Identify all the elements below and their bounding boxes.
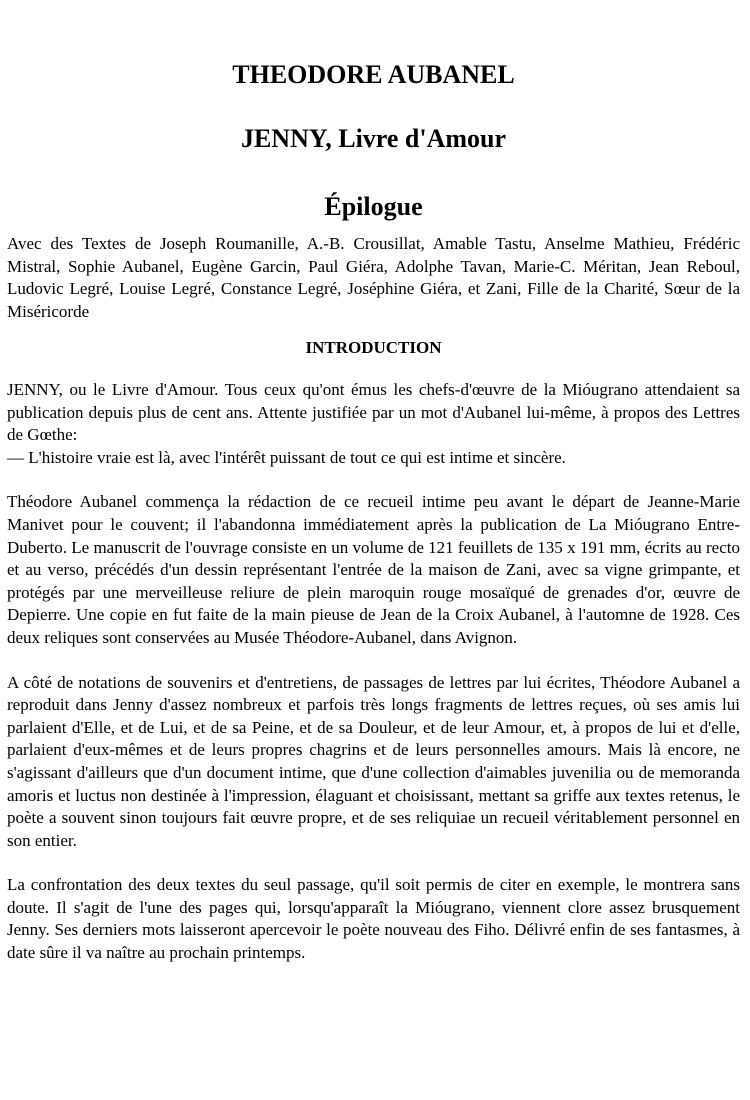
book-title-heading: JENNY, Livre d'Amour [240,124,507,153]
body-paragraph-1 [7,379,740,469]
section-heading: INTRODUCTION [305,338,442,357]
part-heading: Épilogue [324,192,423,221]
body-paragraph-4: La confrontation des deux textes du seul passage, qu'il soit permis de citer en exemple, le montrera sans doute. Il s'agit de l'une des pages qui, lorsqu'apparaît la Mióugrano, viennent clore assez brusquement Jenny. Ses derniers mots laisseront apercevoir le poète nouveau des Fiho. Délivré enfin de ses fantasmes, à date sûre il va naître au prochain printemps. [7,875,740,963]
body-paragraph-3: A côté de notations de souvenirs et d'entretiens, de passages de lettres par lui écrites, Théodore Aubanel a reproduit dans Jenny d'assez nombreux et parfois très longs fragments de lettres reçues, où ses amis lui parlaient d'Elle, et de Lui, et de sa Peine, et de sa Douleur, et de leur Amour, et, à propos de lui et d'elle, parlaient d'eux-mêmes et de leurs propres chagrins et de leurs personnelles amours. Mais là encore, ne s'agissant d'ailleurs que d'un document intime, que d'une collection d'aimables juvenilia ou de memoranda amoris et luctus non destinée à l'impression, élaguant et choisissant, mettant sa griffe aux textes retenus, le poète a souvent sinon toujours fait œuvre propre, et de ses reliquiae un recueil véritablement personnel en son entier. [7,672,740,850]
author-heading: THEODORE AUBANEL [232,60,515,89]
quote-line: — L'histoire vraie est là, avec l'intérêt puissant de tout ce qui est intime et sincère. [7,447,566,467]
contributors-paragraph: Avec des Textes de Joseph Roumanille, A.-B. Crousillat, Amable Tastu, Anselme Mathieu, Frédéric Mistral, Sophie Aubanel, Eugène Garcin, Paul Giéra, Adolphe Tavan, Marie-C. Méritan, Jean Reboul, Ludovic Legré, Louise Legré, Constance Legré, Joséphine Giéra, et Zani, Fille de la Charité, Sœur de la Miséricorde [7,234,740,321]
paragraph-text: JENNY, ou le Livre d'Amour. Tous ceux qu'ont émus les chefs-d'œuvre de la Mióugrano attendaient sa publication depuis plus de cent ans. Attente justifiée par un mot d'Aubanel lui-même, à propos des Lettres de Gœthe: [7,380,740,445]
body-paragraph-2: Théodore Aubanel commença la rédaction de ce recueil intime peu avant le départ de Jeanne-Marie Manivet pour le couvent; il l'abandonna immédiatement après la publication de La Mióugrano Entre-Duberto. Le manuscrit de l'ouvrage consiste en un volume de 121 feuillets de 135 x 191 mm, écrits au recto et au verso, précédés d'un dessin représentant l'entrée de la maison de Zani, avec sa vigne grimpante, et protégés par une merveilleuse reliure de plein maroquin rouge mosaïqué de grenades d'or, œuvre de Depierre. Une copie en fut faite de la main pieuse de Jean de la Croix Aubanel, à l'automne de 1928. Ces deux reliques sont conservées au Musée Théodore-Aubanel, dans Avignon. [7,492,740,647]
